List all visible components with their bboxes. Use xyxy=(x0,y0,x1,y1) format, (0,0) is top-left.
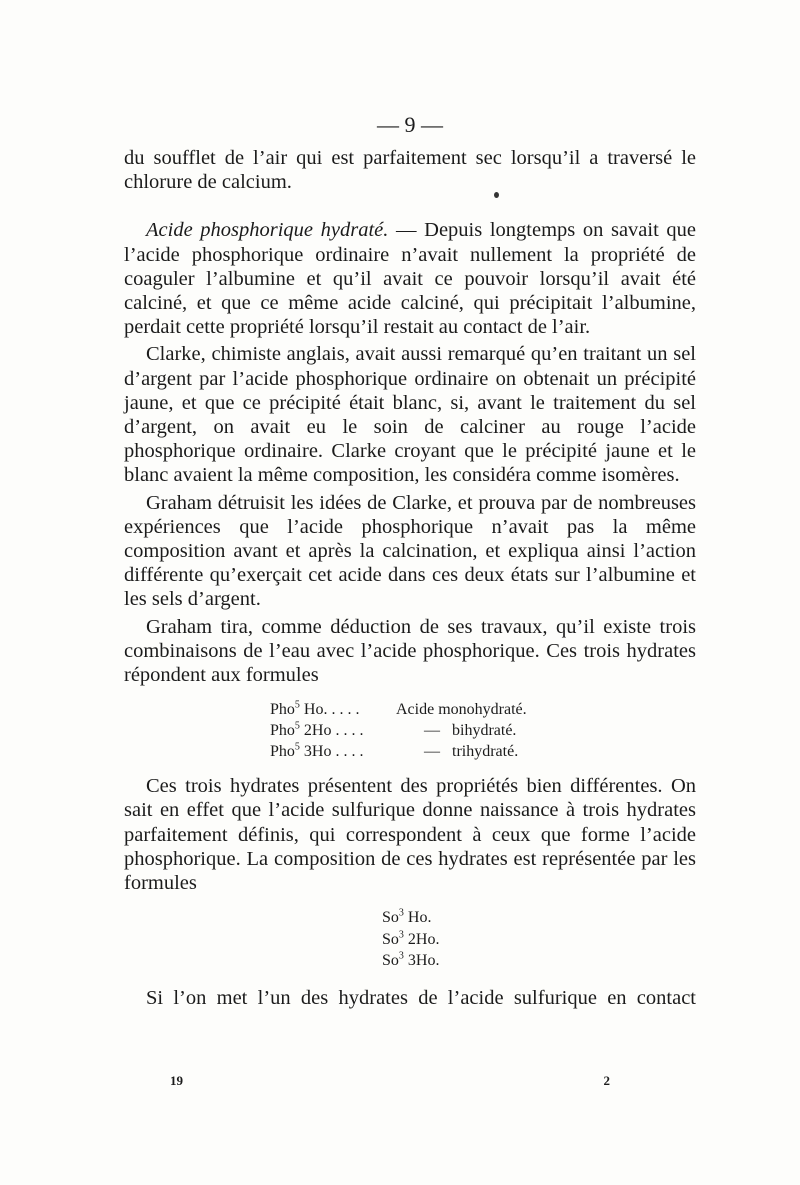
formula: So$^3$ 3Ho. xyxy=(382,950,440,970)
section-title: Acide phosphorique hydraté. xyxy=(146,219,389,242)
paragraph-1: du soufflet de l’air qui est parfaitement sec lorsqu’il a traversé le chlorure de calcium. xyxy=(124,147,696,194)
formula: Pho$^5$ 2Ho . . . . xyxy=(270,720,364,740)
formula: So$^3$ 2Ho. xyxy=(382,929,440,948)
page-footer xyxy=(170,1073,610,1089)
formula-name: Acide monohydraté. xyxy=(396,701,527,719)
signature-number: 2 xyxy=(603,1073,610,1088)
paragraph-2 xyxy=(124,218,696,339)
formula: Pho$^5$ Ho. . . . . xyxy=(270,699,360,719)
formula-row xyxy=(270,699,696,720)
formula-row xyxy=(270,720,696,741)
phosphoric-formula-list xyxy=(270,699,696,762)
paragraph-7: Si l’on met l’un des hydrates de l’acide sulfurique en contact xyxy=(146,986,696,1009)
formula: Pho$^5$ 3Ho . . . . xyxy=(270,741,364,761)
formula-name: — trihydraté. xyxy=(424,743,519,761)
paragraph-4: Graham détruisit les idées de Clarke, et prouva par de nombreuses expériences que l’acide phosphorique n’avait pas la même composition avant et après la calcination, et expliqua ainsi l’action différente qu’exerçait cet acide dans ces deux états sur l’albumine et les sels d’argent. xyxy=(124,491,696,611)
paragraph-6: Ces trois hydrates présentent des propriétés bien différentes. On sait en effet que l’acide sulfurique donne naissance à trois hydrates parfaitement définis, qui correspondent à ceux que forme l’acide phosphorique. La composition de ces hydrates est représentée par les formules xyxy=(124,775,696,895)
page-number: — 9 — xyxy=(377,112,443,137)
signature-mark: 19 xyxy=(170,1073,183,1088)
paragraph-2-body: — Depuis longtemps on savait que l’acide phosphorique ordinaire n’avait nullement la propriété de coaguler l’albumine et qu’il avait ce pouvoir lorsqu’il avait été calciné, et que ce même acide calciné, qui précipitait l’albumine, perdait cette propriété lorsqu’il restait au contact de l’air. xyxy=(124,219,697,339)
paragraph-5: Graham tira, comme déduction de ses travaux, qu’il existe trois combinaisons de l’eau avec l’acide phosphorique. Ces trois hydrates répondent aux formules xyxy=(124,615,696,687)
paragraph-3: Clarke, chimiste anglais, avait aussi remarqué qu’en traitant un sel d’argent par l’acide phosphorique ordinaire on obtenait un précipité jaune, et que ce précipité était blanc, si, avant le traitement du sel d’argent, on avait eu le soin de calciner au rouge l’acide phosphorique ordinaire. Clarke croyant que le précipité jaune et le blanc avaient la même composition, les considéra comme isomères. xyxy=(124,343,696,487)
formula-row xyxy=(270,741,696,762)
body-text xyxy=(124,146,696,1010)
formula: So$^3$ Ho. xyxy=(382,907,432,927)
formula-name: — bihydraté. xyxy=(424,722,517,740)
sulfuric-formula-list xyxy=(382,907,696,972)
